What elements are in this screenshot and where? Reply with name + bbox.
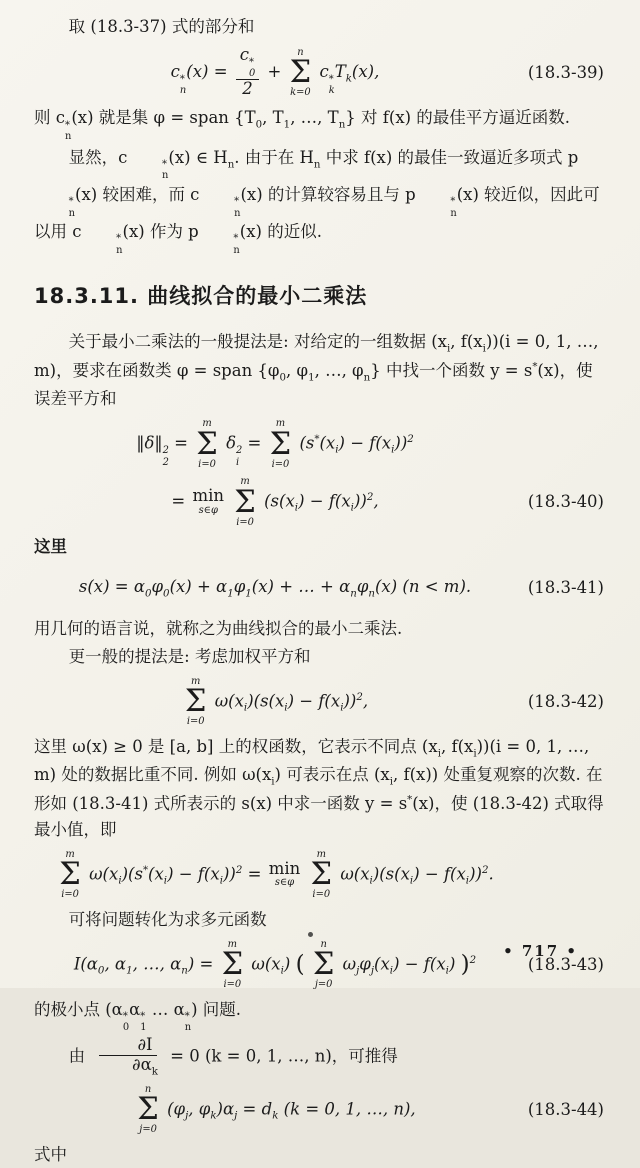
math-fragment: *: [142, 864, 149, 876]
eq-18-3-44: [34, 1084, 604, 1136]
math-fragment: 2: [356, 691, 363, 703]
eq-18-3-41: [34, 566, 604, 610]
math-fragment: n: [227, 158, 235, 170]
bp: (: [295, 951, 305, 978]
sum: [196, 418, 218, 470]
lim: m: [190, 676, 201, 688]
ss: [185, 1011, 191, 1034]
math-fragment: 2: [469, 954, 477, 966]
lim: i=0: [186, 716, 205, 728]
sum: [234, 476, 256, 528]
math-fragment: 2: [481, 864, 489, 876]
eq-18-3-42: [34, 676, 604, 728]
sum: [185, 676, 207, 728]
math-fragment: *: [122, 1010, 128, 1022]
math-fragment: n: [338, 119, 346, 131]
math-fragment: 2: [162, 445, 169, 457]
lim: j=0: [139, 1124, 157, 1136]
math-fragment: i: [465, 875, 470, 887]
lim: i=0: [198, 458, 216, 470]
math-fragment: k: [272, 1110, 279, 1122]
lim: m: [202, 418, 212, 430]
fn: ∂I: [99, 1036, 157, 1056]
uo: min: [192, 486, 225, 506]
ss: [127, 159, 168, 182]
math-fragment: n: [116, 244, 123, 256]
sum: [313, 939, 335, 991]
math-fragment: 0: [163, 588, 170, 600]
math-fragment: i: [389, 776, 393, 788]
lim: m: [275, 418, 286, 430]
math-fragment: *: [450, 196, 456, 208]
lim: i=0: [61, 889, 79, 901]
math-fragment: i: [473, 748, 477, 760]
sig: Σ: [312, 947, 335, 983]
lim: i=0: [223, 979, 242, 991]
equation-number: (18.3-44): [527, 1099, 604, 1119]
math-fragment: 0: [255, 119, 263, 131]
math-fragment: j: [185, 1110, 189, 1122]
para-intro-partial-sum: 取 (18.3-37) 式的部分和: [68, 17, 255, 36]
math-fragment: *: [140, 1010, 146, 1022]
ss: [180, 74, 186, 97]
math-fragment: i: [445, 965, 449, 977]
ink-speck: [308, 932, 313, 937]
fd: 2: [242, 79, 253, 99]
sum: [290, 47, 312, 99]
math-fragment: n: [233, 244, 240, 256]
page-content: [34, 14, 604, 1168]
heading-18-3-11: 18.3.11. 曲线拟合的最小二乘法: [34, 284, 368, 309]
math-fragment: 1: [308, 372, 315, 384]
eq-18-3-40-line2: [34, 476, 604, 528]
math-fragment: n: [234, 207, 241, 219]
sig: Σ: [310, 857, 333, 893]
math-fragment: k: [345, 73, 352, 85]
bp: ): [460, 951, 470, 978]
math-fragment: i: [284, 702, 288, 714]
math-fragment: *: [65, 119, 70, 131]
math-fragment: j: [356, 965, 360, 977]
math-fragment: 0: [279, 372, 287, 384]
math-fragment: i: [243, 702, 248, 714]
ss: [416, 196, 457, 219]
fn: c * 0: [236, 46, 260, 80]
sig: Σ: [59, 857, 81, 893]
math-fragment: j: [370, 965, 375, 977]
equation-body: m Σ i=0 $\omega(x_i)(s^*(x_i) - f(x_i))^2$ = min s∈φ m Σ i=0 $\omega(x_i)(s(x_i) - f(x_i))^2$.: [59, 848, 494, 901]
sig: Σ: [137, 1092, 159, 1128]
lim: i=0: [236, 516, 254, 528]
und: [268, 858, 301, 889]
math-fragment: i: [409, 875, 414, 887]
math-fragment: 0: [249, 67, 256, 79]
math-fragment: i: [271, 776, 275, 788]
math-fragment: i: [219, 875, 223, 887]
math-fragment: i: [294, 502, 299, 514]
lim: m: [227, 938, 238, 950]
equation-body: m Σ i=0 $\omega(x_i)(s(x_i) - f(x_i))^2$,: [184, 676, 369, 728]
para-remark-chebyshev: 显然，c * n (x) ∈ $H_n$. 由于在 $H_n$ 中求 f(x) 的最佳一致逼近多项式 p * n (x) 较困难，而 c * n (x) 的计算较容易且与 p * n (x) 较近似，因此可以用 c * n (x) 作为 p * n (x) 的近似.: [34, 147, 600, 256]
math-fragment: i: [437, 748, 441, 760]
ss: [329, 74, 335, 97]
para-partial-derivative: 由 $\frac{\partial I}{\partial\alpha_k}$ = 0 (k = 0, 1, …, n)，可推得: [68, 1034, 398, 1078]
math-fragment: i: [163, 875, 168, 887]
lim: i=0: [271, 458, 290, 470]
sig: Σ: [269, 426, 292, 462]
equation-number: (18.3-40): [527, 491, 604, 511]
eq-18-3-40-line1: [34, 418, 604, 470]
para-best-square-approx: 则 c * n (x) 就是集 φ = span {$T_0$, $T_1$, …, $T_n$} 对 f(x) 的最佳平方逼近函数.: [34, 108, 571, 143]
equation-number: (18.3-39): [527, 62, 604, 82]
math-fragment: i: [389, 965, 394, 977]
lim: k=0: [290, 87, 311, 99]
equation-body: $I(\alpha_0$, $\alpha_1$, …, $\alpha_n$) = m Σ i=0 $\omega(x_i)$ ( n Σ j=0 $\omega_j\varphi_j(x_i) - f(x_i)$ )$^2$: [73, 938, 477, 991]
equation-number: (18.3-42): [527, 691, 604, 711]
equation-body: n Σ j=0 ($\varphi_j$, $\varphi_k)\alpha_j = d_k$ (k = 0, 1, …, n),: [137, 1083, 416, 1136]
eq-18-3-39: [34, 46, 604, 99]
ss: [123, 1011, 129, 1034]
para-multivariate: 可将问题转化为求多元函数: [68, 909, 267, 929]
lim: j=0: [314, 979, 333, 991]
math-fragment: *: [314, 434, 320, 446]
sum: [137, 1084, 159, 1136]
math-fragment: 0: [144, 588, 152, 600]
math-fragment: k: [210, 1110, 217, 1122]
math-fragment: *: [532, 361, 538, 373]
math-fragment: i: [280, 965, 284, 977]
equation-body: $s(x) = \alpha_0\varphi_0(x) + \alpha_1\varphi_1(x)$ + … + $\alpha_n\varphi_n(x) (n < m)$.: [78, 576, 472, 600]
math-fragment: 0: [97, 965, 105, 977]
lim: m: [240, 476, 250, 488]
math-fragment: n: [450, 207, 457, 219]
sig: Σ: [184, 684, 207, 720]
sig: Σ: [234, 484, 256, 520]
ss: [65, 120, 71, 143]
math-fragment: 1: [283, 119, 291, 131]
math-fragment: n: [68, 207, 76, 219]
ss: [199, 196, 240, 219]
equation-number: (18.3-43): [527, 954, 604, 974]
sig: Σ: [289, 55, 312, 91]
para-geometric-language: 用几何的语言说，就称之为曲线拟合的最小二乘法.: [34, 618, 403, 638]
sig: Σ: [221, 947, 244, 983]
lim: n: [144, 1083, 152, 1095]
math-fragment: n: [162, 170, 169, 182]
equation-body: = min s∈φ m Σ i=0 $(s(x_i) - f(x_i))^2$,: [171, 476, 379, 528]
math-fragment: 1: [126, 965, 133, 977]
math-fragment: i: [340, 702, 344, 714]
frac: [93, 1036, 162, 1078]
lim: m: [65, 848, 75, 860]
math-fragment: n: [313, 158, 321, 170]
math-fragment: n: [363, 372, 371, 384]
equation-body: ‖δ‖ 2 2 = m Σ i=0 δ 2 i = m Σ i=0 $(s^*(x_i) - f(x_i))^2$: [136, 418, 414, 470]
math-fragment: i: [118, 875, 122, 887]
math-fragment: 2: [366, 492, 374, 504]
ss: [236, 445, 242, 468]
math-fragment: 2: [236, 445, 243, 457]
math-fragment: i: [446, 343, 451, 355]
math-fragment: k: [328, 85, 335, 96]
equation-body: c * n (x) = c * 0 2 + n Σ k=0 c * k $T_k(x)$,: [170, 45, 380, 99]
math-fragment: 2: [407, 434, 414, 446]
ss: [199, 233, 240, 256]
math-fragment: n: [350, 588, 357, 600]
ss: [249, 57, 255, 80]
para-where: 式中: [34, 1144, 67, 1164]
math-fragment: *: [249, 56, 254, 68]
math-fragment: *: [233, 233, 239, 245]
math-fragment: 2: [235, 864, 243, 876]
sum: [270, 418, 292, 470]
math-fragment: *: [68, 196, 74, 208]
sum: [59, 849, 81, 901]
frac: [236, 46, 260, 99]
math-fragment: 1: [245, 588, 252, 600]
ss: [82, 233, 123, 256]
lim: i=0: [312, 889, 331, 901]
equation-number: (18.3-41): [527, 577, 604, 597]
math-fragment: *: [179, 73, 185, 85]
sum: [222, 939, 244, 991]
math-fragment: i: [236, 456, 240, 468]
math-fragment: i: [482, 343, 486, 355]
math-fragment: n: [184, 1022, 192, 1034]
math-fragment: 1: [140, 1022, 147, 1034]
math-fragment: *: [162, 158, 167, 170]
math-fragment: *: [328, 73, 334, 85]
lim: s∈φ: [198, 504, 218, 516]
lim: m: [316, 848, 326, 860]
ss: [140, 1011, 146, 1034]
und: [192, 488, 224, 516]
math-fragment: j: [234, 1110, 238, 1122]
fd: $\partial\alpha_k$: [132, 1054, 158, 1078]
math-fragment: n: [65, 131, 72, 143]
math-fragment: n: [179, 85, 187, 96]
sum: [311, 849, 333, 901]
math-fragment: i: [369, 875, 373, 887]
lim: n: [320, 938, 327, 950]
math-fragment: *: [116, 233, 122, 245]
ss: [163, 445, 169, 468]
math-fragment: n: [368, 588, 375, 600]
sig: Σ: [196, 426, 218, 462]
math-fragment: *: [234, 196, 240, 208]
para-here-label: 这里: [34, 536, 67, 556]
para-minimum-point: 的极小点 (α * 0 α * 1 … α * n ) 问题.: [34, 999, 242, 1034]
math-fragment: i: [335, 445, 339, 457]
math-fragment: 2: [162, 456, 169, 468]
lim: n: [297, 46, 304, 58]
eq-weighted-min: [34, 849, 604, 901]
uo: min: [268, 858, 301, 878]
math-fragment: i: [391, 445, 395, 457]
ss: [34, 196, 75, 219]
para-least-squares-statement: 关于最小二乘法的一般提法是: 对给定的一组数据 ($x_i$, $f(x_i))(i = 0$, 1, …, m)，要求在函数类 φ = span {$\varphi_0$, $\varphi_1$, …, $\varphi_n$} 中找一个函数 y = s*(x)，使误差平方和: [34, 332, 599, 409]
math-fragment: i: [350, 502, 354, 514]
lim: s∈φ: [274, 877, 295, 889]
math-fragment: *: [407, 794, 413, 806]
math-fragment: k: [151, 1066, 158, 1078]
para-general-formulation: 更一般的提法是: 考虑加权平方和: [68, 647, 311, 667]
math-fragment: n: [181, 965, 188, 977]
math-fragment: 0: [122, 1022, 130, 1034]
math-fragment: *: [184, 1010, 190, 1022]
math-fragment: 1: [227, 588, 234, 600]
page-number: • 717 •: [503, 942, 578, 960]
para-weight-function: 这里 ω(x) ≥ 0 是 [a, b] 上的权函数，它表示不同点 ($x_i$, $f(x_i))(i = 0$, 1, …, m) 处的数据比重不同. 例如 $\omega(x_i)$ 可表示在点 ($x_i$, f(x)) 处重复观察的次数. 在形如 (18.3-41) 式所表示的 s(x) 中求一函数 y = s*(x)，使 (18.3-42) 式取得最小值，即: [34, 736, 604, 839]
